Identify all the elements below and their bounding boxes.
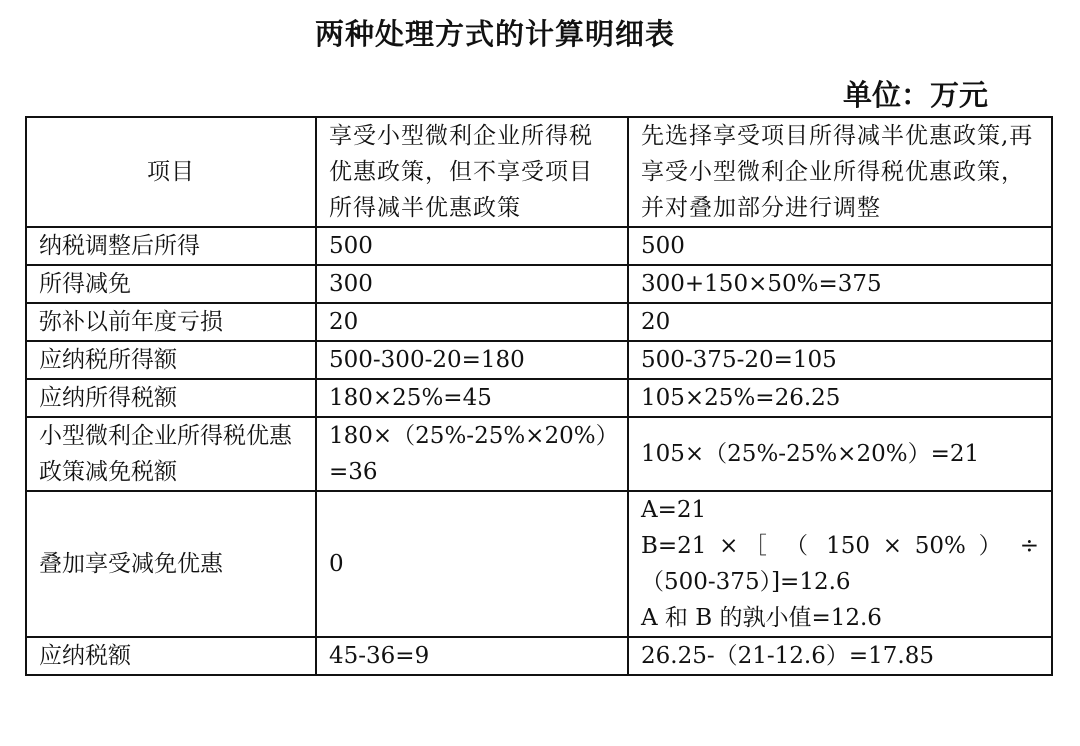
- row-value-option-1: 180×（25%-25%×20%）=36: [316, 417, 628, 491]
- row-value-option-1: 500: [316, 227, 628, 265]
- row-label: 应纳税所得额: [26, 341, 316, 379]
- row-label: 叠加享受减免优惠: [26, 491, 316, 637]
- row-value-option-1: 20: [316, 303, 628, 341]
- row-label: 弥补以前年度亏损: [26, 303, 316, 341]
- table-row: [26, 637, 1052, 675]
- header-option-2: 先选择享受项目所得减半优惠政策,再享受小型微利企业所得税优惠政策，并对叠加部分进行调整: [628, 117, 1052, 227]
- row-value-option-2: 500-375-20=105: [628, 341, 1052, 379]
- row-value-option-2-stack: [628, 491, 1052, 637]
- stack-line-b: B=21 ×［ （ 150 × 50% ） ÷: [641, 533, 1039, 559]
- row-value-option-2: 20: [628, 303, 1052, 341]
- table-row: [26, 491, 1052, 637]
- row-value-option-1: 0: [316, 491, 628, 637]
- row-value-option-1: 300: [316, 265, 628, 303]
- row-value-option-2: 105×（25%-25%×20%）=21: [628, 417, 1052, 491]
- row-label: 应纳所得税额: [26, 379, 316, 417]
- row-value-option-2: 500: [628, 227, 1052, 265]
- row-label: 应纳税额: [26, 637, 316, 675]
- stack-line-min: A 和 B 的孰小值=12.6: [641, 605, 882, 631]
- row-label: 小型微利企业所得税优惠政策减免税额: [26, 417, 316, 491]
- table-row: [26, 265, 1052, 303]
- row-value-option-2: 26.25-（21-12.6）=17.85: [628, 637, 1052, 675]
- row-value-option-2: 105×25%=26.25: [628, 379, 1052, 417]
- header-option-1: 享受小型微利企业所得税优惠政策，但不享受项目所得减半优惠政策: [316, 117, 628, 227]
- table-row: [26, 303, 1052, 341]
- row-value-option-1: 180×25%=45: [316, 379, 628, 417]
- table-row: [26, 341, 1052, 379]
- calculation-table: [25, 116, 1053, 676]
- unit-label: 单位：万元: [842, 78, 988, 112]
- row-value-option-1: 500-300-20=180: [316, 341, 628, 379]
- stack-line-a: A=21: [641, 497, 707, 523]
- table-row: [26, 417, 1052, 491]
- table-row: [26, 379, 1052, 417]
- row-value-option-1: 45-36=9: [316, 637, 628, 675]
- row-label: 所得减免: [26, 265, 316, 303]
- table-row: [26, 227, 1052, 265]
- header-item: 项目: [26, 117, 316, 227]
- page-title: 两种处理方式的计算明细表: [314, 17, 675, 51]
- row-label: 纳税调整后所得: [26, 227, 316, 265]
- row-value-option-2: 300+150×50%=375: [628, 265, 1052, 303]
- table-header-row: [26, 117, 1052, 227]
- stack-line-b-cont: （500-375）]=12.6: [641, 569, 851, 595]
